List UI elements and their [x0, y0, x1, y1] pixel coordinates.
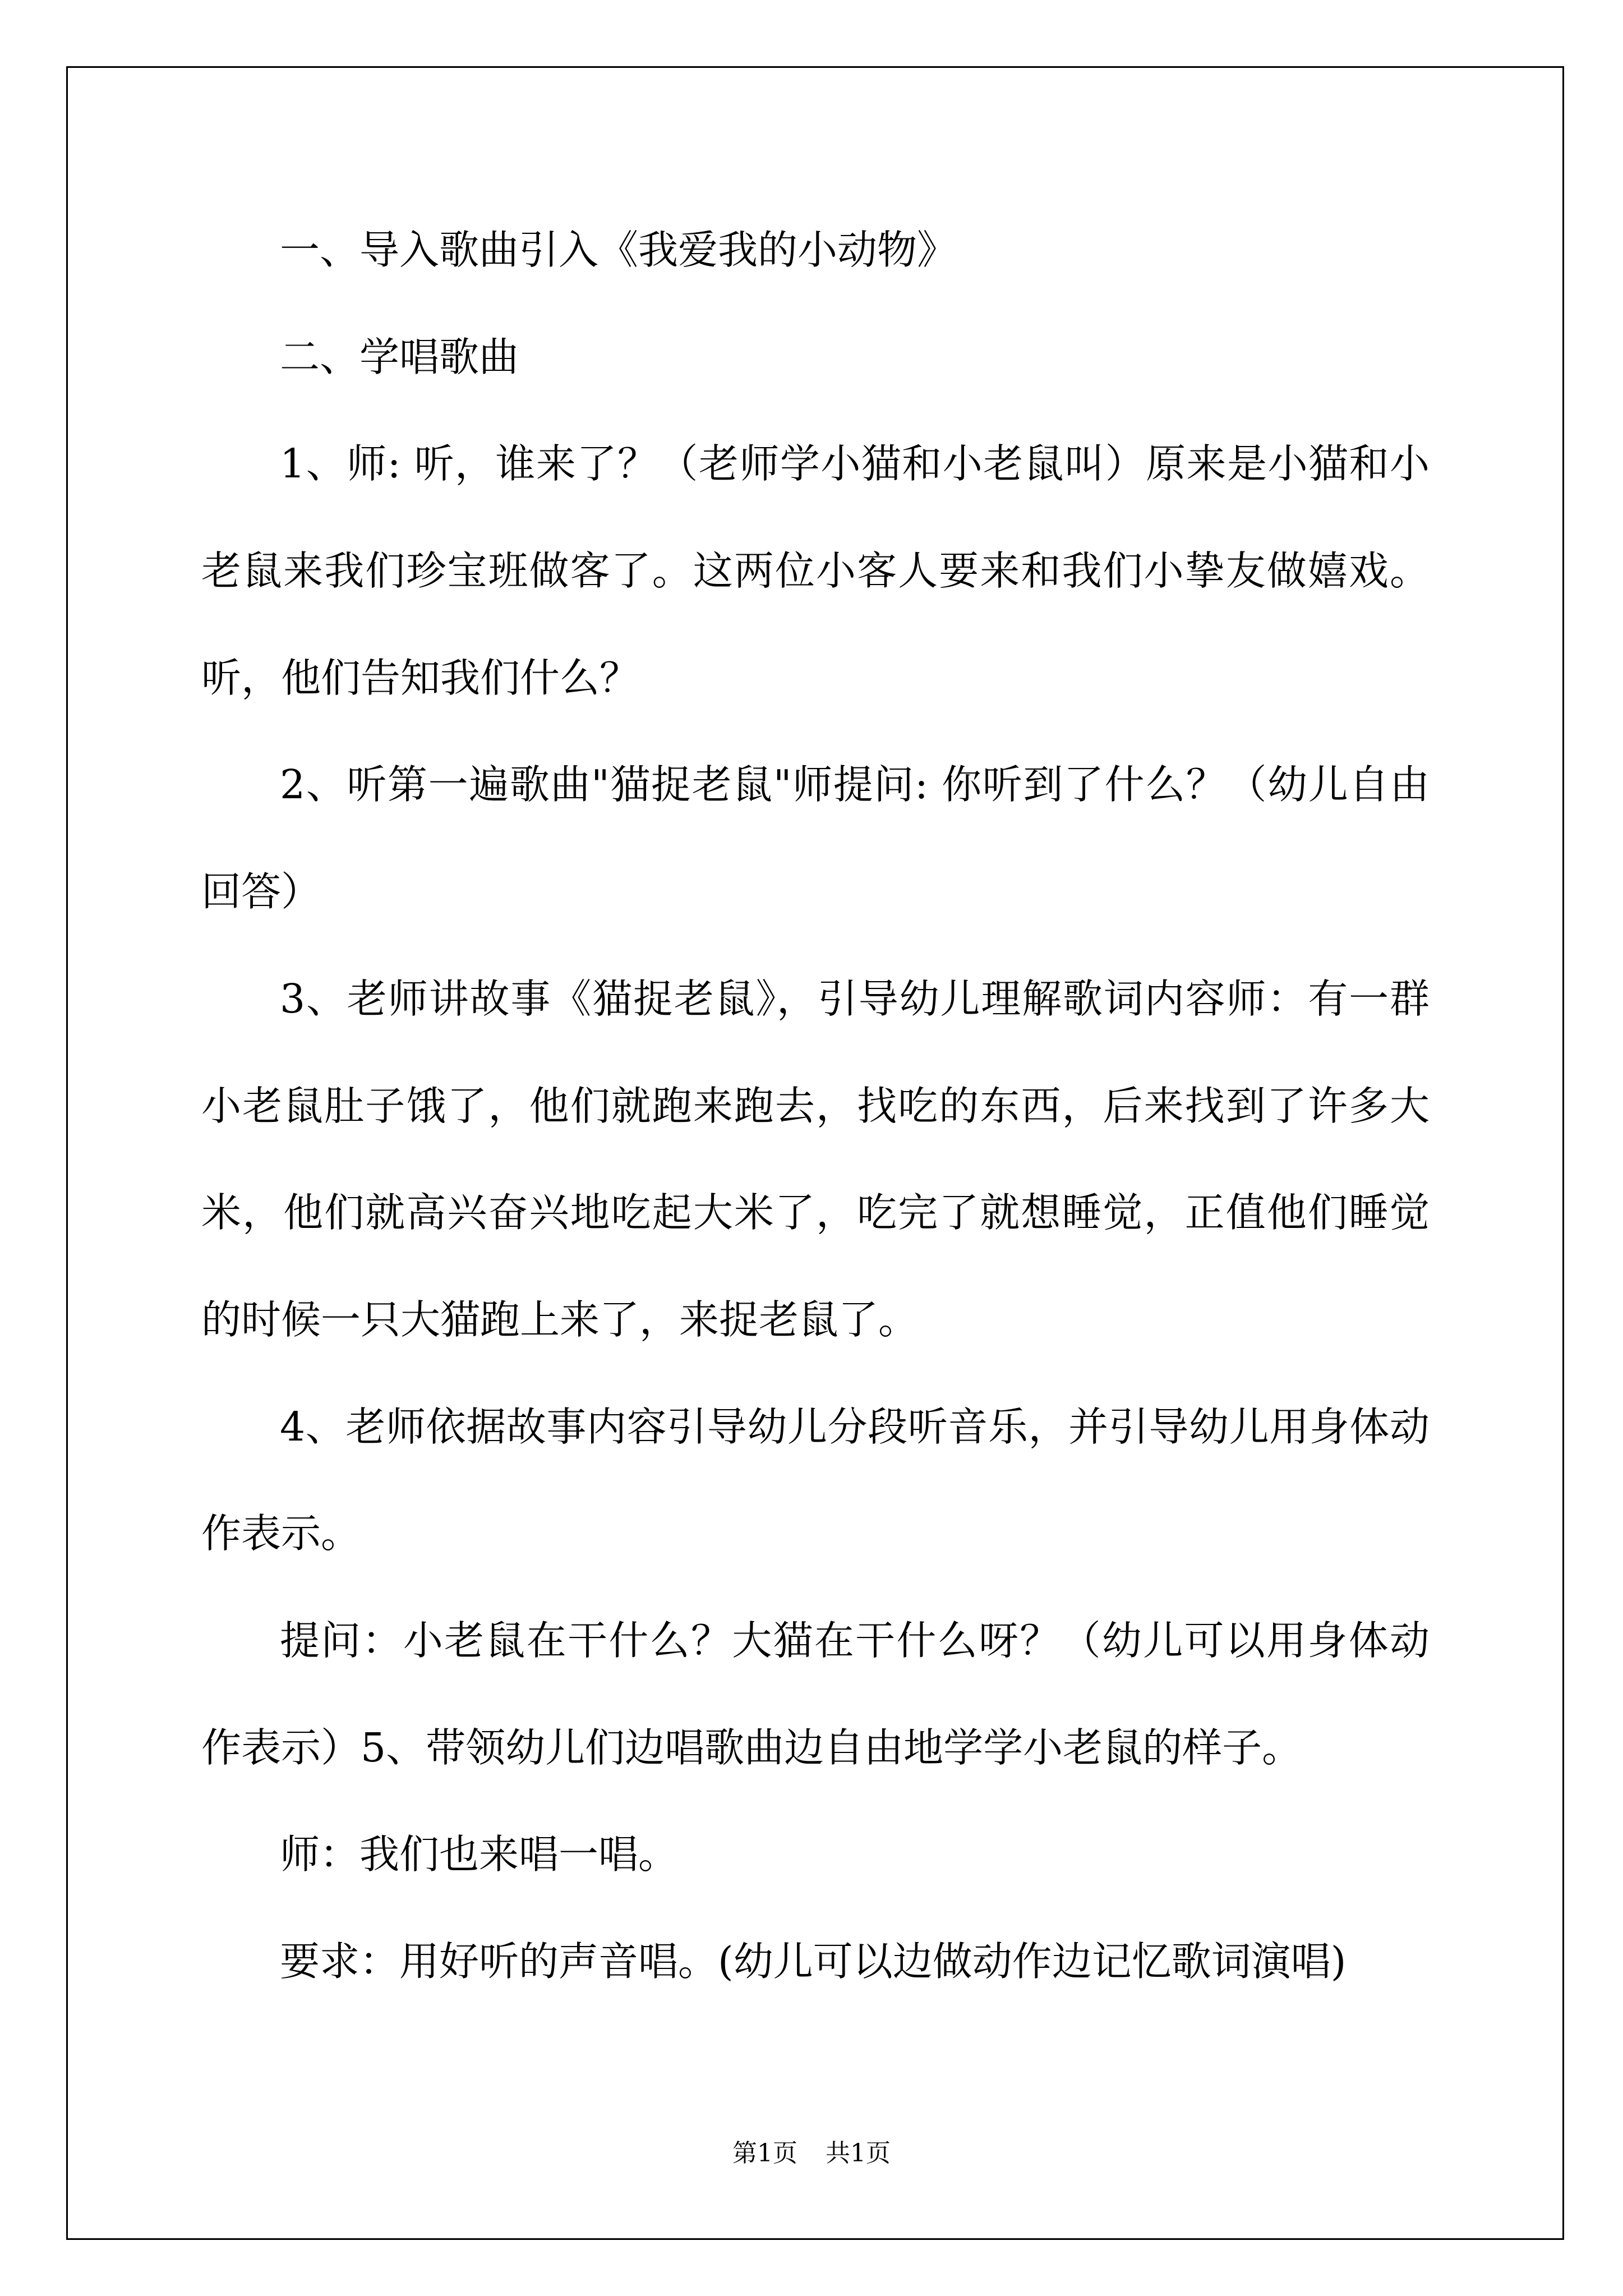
paragraph	[201, 1801, 1430, 1908]
paragraph-line: 作表示。	[201, 1510, 361, 1557]
page-footer	[0, 2137, 1623, 2170]
paragraph-line: 作表示）5、带领幼儿们边唱歌曲边自由地学学小老鼠的样子。	[201, 1724, 1302, 1771]
paragraph-line: 4、老师依据故事内容引导幼儿分段听音乐，并引导幼儿用身体动	[280, 1403, 1430, 1450]
paragraph	[201, 946, 1430, 1374]
paragraph-line: 的时候一只大猫跑上来了，来捉老鼠了。	[201, 1296, 919, 1343]
paragraph-line: 二、学唱歌曲	[280, 333, 519, 380]
paragraph-line: 回答）	[201, 868, 321, 915]
paragraph-line: 1、师: 听，谁来了？（老师学小猫和小老鼠叫）原来是小猫和小	[280, 440, 1430, 487]
paragraph	[201, 304, 1430, 411]
paragraph-line: 师：我们也来唱一唱。	[280, 1831, 679, 1878]
paragraph-line: 米，他们就高兴奋兴地吃起大米了，吃完了就想睡觉，正值他们睡觉	[201, 1189, 1430, 1236]
paragraph-line: 提问：小老鼠在干什么？大猫在干什么呀？（幼儿可以用身体动	[280, 1617, 1430, 1664]
paragraph-line: 2、听第一遍歌曲"猫捉老鼠"师提问: 你听到了什么？（幼儿自由	[280, 761, 1430, 808]
page-total: 共1页	[826, 2139, 891, 2168]
paragraph-line: 3、老师讲故事《猫捉老鼠》，引导幼儿理解歌词内容师：有一群	[280, 975, 1430, 1022]
paragraph	[201, 731, 1430, 945]
document-body	[201, 197, 1430, 2016]
paragraph-line: 听，他们告知我们什么？	[201, 654, 640, 701]
paragraph	[201, 1588, 1430, 1801]
paragraph	[201, 1374, 1430, 1588]
paragraph-line: 小老鼠肚子饿了，他们就跑来跑去，找吃的东西，后来找到了许多大	[201, 1082, 1430, 1129]
paragraph-line: 一、导入歌曲引入《我爱我的小动物》	[280, 227, 957, 273]
paragraph-line: 老鼠来我们珍宝班做客了。这两位小客人要来和我们小挚友做嬉戏。	[201, 547, 1430, 595]
paragraph	[201, 411, 1430, 731]
paragraph	[201, 197, 1430, 304]
paragraph	[201, 1908, 1430, 2016]
paragraph-line: 要求：用好听的声音唱。(幼儿可以边做动作边记忆歌词演唱)	[280, 1938, 1347, 1985]
page-number: 第1页	[732, 2139, 797, 2168]
